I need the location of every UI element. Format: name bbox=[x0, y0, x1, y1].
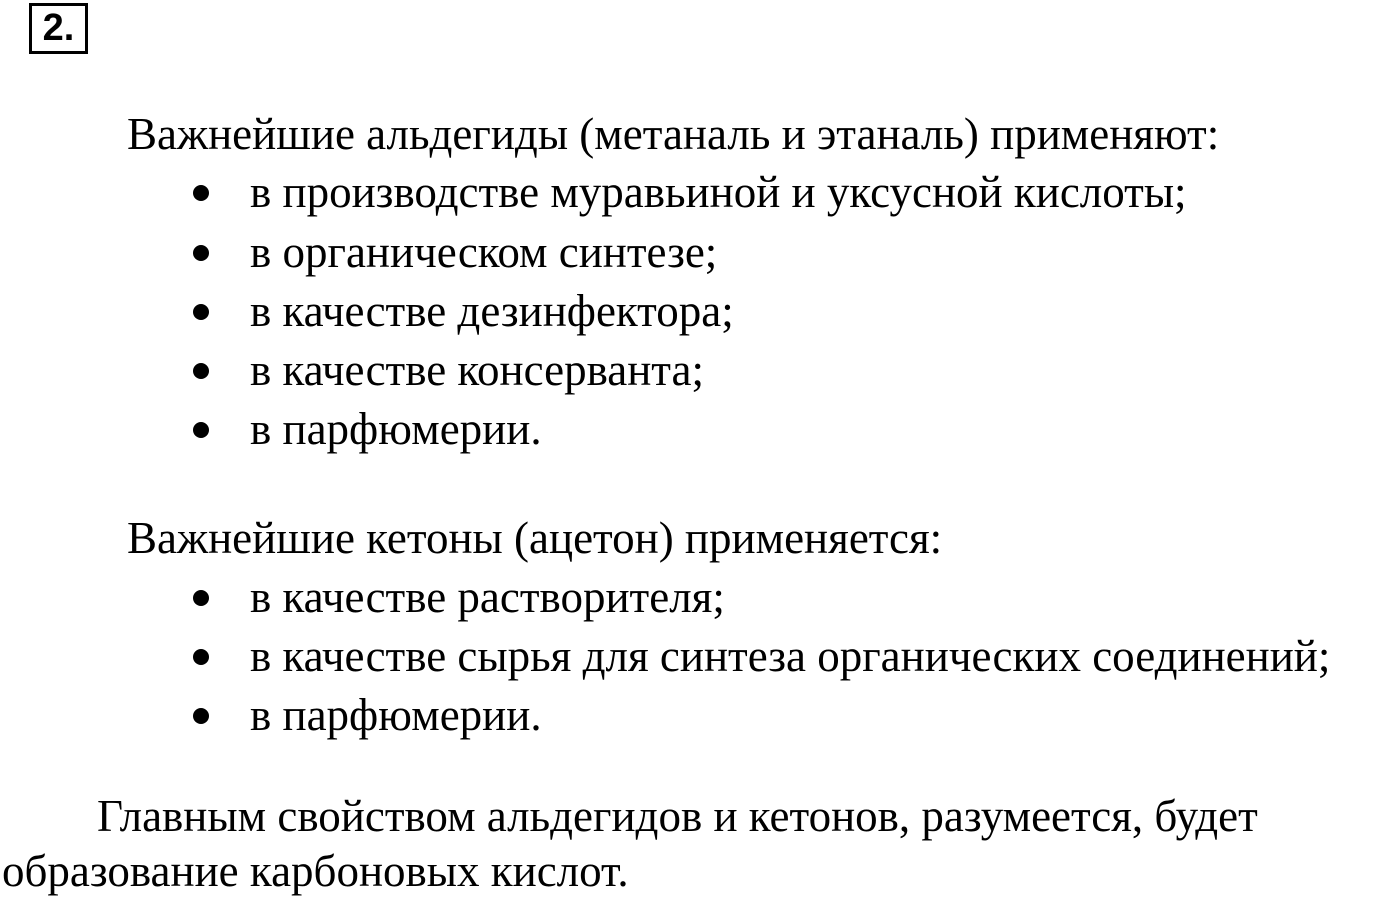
list-item-text: в производстве муравьиной и уксусной кислоты; bbox=[250, 167, 1187, 217]
bullet-icon bbox=[193, 422, 209, 438]
list-item-text: в парфюмерии. bbox=[250, 404, 542, 454]
conclusion-line-1: Главным свойством альдегидов и кетонов, разумеется, будет bbox=[97, 791, 1258, 841]
bullet-icon bbox=[193, 245, 209, 261]
list-item-text: в качестве дезинфектора; bbox=[250, 286, 734, 336]
list-item-text: в качестве консерванта; bbox=[250, 345, 704, 395]
aldehydes-intro: Важнейшие альдегиды (метаналь и этаналь) применяют: bbox=[127, 109, 1220, 159]
bullet-icon bbox=[193, 649, 209, 665]
task-number-box bbox=[29, 3, 88, 54]
conclusion-line-2: образование карбоновых кислот. bbox=[2, 846, 629, 896]
bullet-icon bbox=[193, 363, 209, 379]
bullet-icon bbox=[193, 185, 209, 201]
bullet-icon bbox=[193, 590, 209, 606]
bullet-icon bbox=[193, 708, 209, 724]
list-item-text: в органическом синтезе; bbox=[250, 227, 718, 277]
ketones-intro: Важнейшие кетоны (ацетон) применяется: bbox=[127, 513, 943, 563]
bullet-icon bbox=[193, 304, 209, 320]
list-item-text: в качестве растворителя; bbox=[250, 572, 725, 622]
list-item-text: в качестве сырья для синтеза органических соединений; bbox=[250, 631, 1331, 681]
list-item-text: в парфюмерии. bbox=[250, 690, 542, 740]
task-number: 2. bbox=[42, 7, 75, 49]
